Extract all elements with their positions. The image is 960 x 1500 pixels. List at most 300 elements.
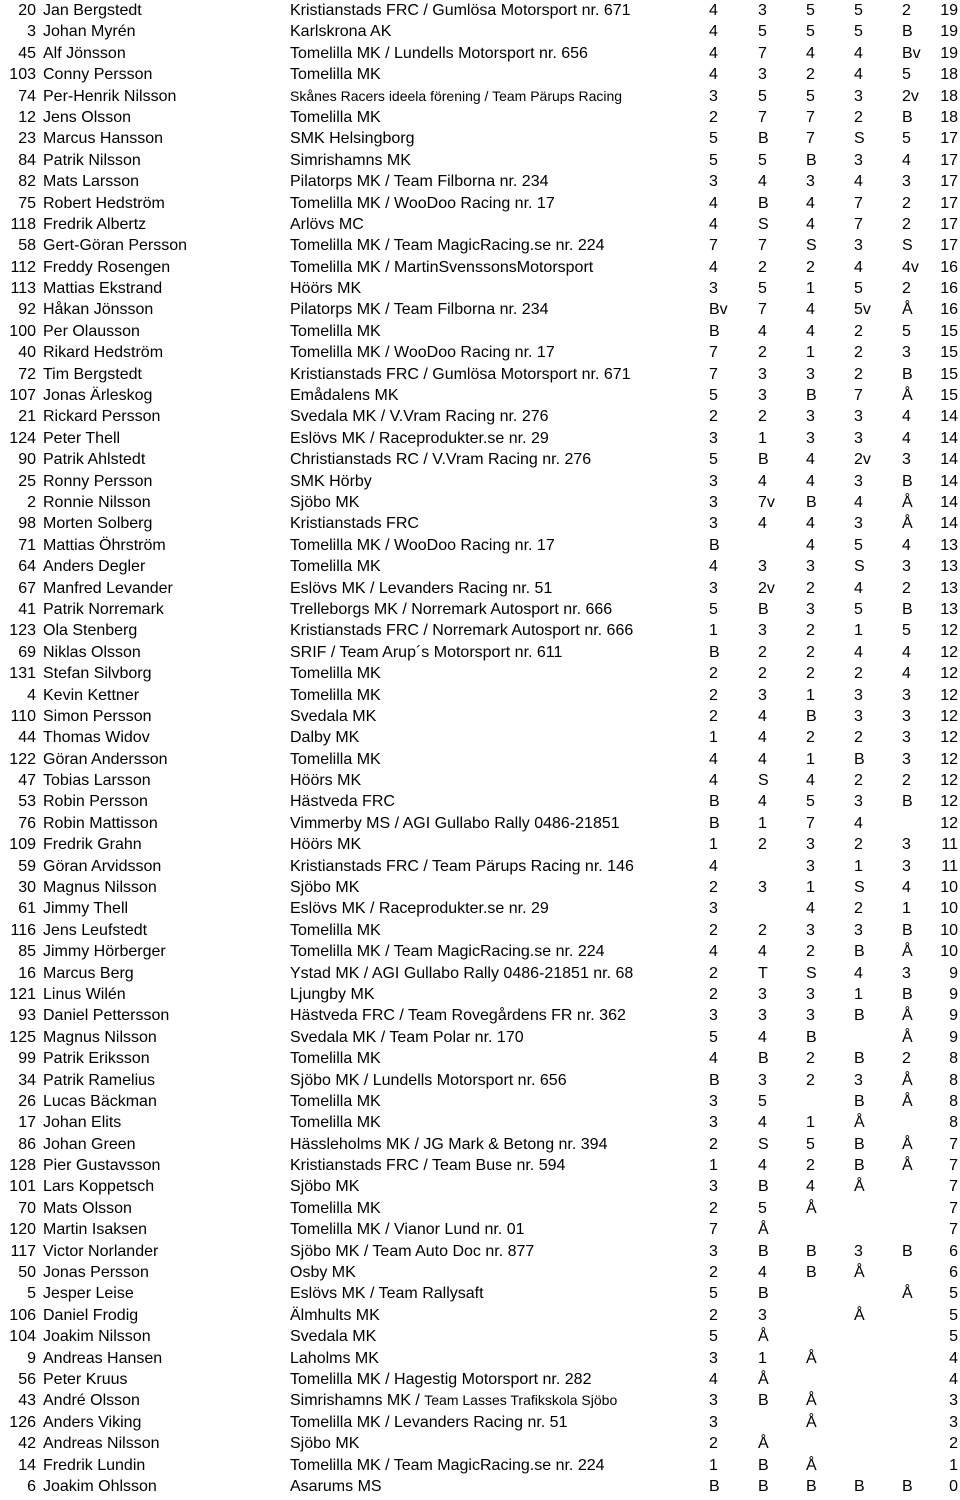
start-number: 121 [9,985,36,1003]
heat-1-result: B [709,814,720,832]
heat-1-result: 1 [709,836,718,854]
start-number: 14 [18,1456,36,1474]
start-number: 110 [10,707,36,725]
total-points: 4 [949,1371,958,1388]
total-points: 9 [949,964,958,982]
heat-4-result: 2v [854,451,871,469]
total-points: 12 [940,622,958,640]
heat-3-result: B [806,1264,817,1282]
heat-4-result: B [854,1477,865,1495]
heat-2-result: 2 [758,408,767,426]
table-row [0,128,960,149]
club-team: Sjöbo MK [290,493,360,511]
driver-name: Rikard Hedström [43,344,164,362]
driver-name: Kevin Kettner [43,686,140,704]
heat-5-result: 3 [902,857,911,875]
start-number: 123 [9,622,36,640]
heat-2-result: 5 [758,280,767,298]
total-points: 15 [940,322,958,340]
club-team: Emådalens MK [290,387,399,405]
heat-5-result: 2 [902,772,911,790]
total-points: 16 [940,301,958,319]
start-number: 69 [18,643,36,661]
table-row [0,1283,960,1304]
heat-1-result: B [709,793,720,811]
heat-3-result: 1 [806,344,815,362]
heat-3-result: 1 [806,280,815,298]
heat-4-result: Å [854,1178,865,1196]
total-points: 12 [940,772,958,790]
heat-2-result: 3 [758,622,767,640]
driver-name: Jonas Persson [43,1264,149,1282]
table-row [0,1027,960,1048]
heat-2-result: 4 [758,515,767,533]
heat-3-result: B [806,1477,817,1495]
heat-5-result: 3 [902,344,911,362]
club-team: Tomelilla MK [290,1199,381,1217]
total-points: 14 [940,451,958,469]
start-number: 58 [18,237,36,255]
heat-5-result: 2v [902,87,919,105]
table-row [0,235,960,256]
heat-5-result: 4 [902,408,911,426]
table-row [0,193,960,214]
heat-1-result: 4 [709,23,718,41]
heat-2-result: 5 [758,1199,767,1217]
heat-1-result: 5 [709,1328,718,1346]
start-number: 40 [18,344,36,362]
heat-4-result: B [854,1092,865,1110]
heat-5-result: Å [902,387,913,405]
table-row [0,257,960,278]
heat-2-result: 7 [758,237,767,255]
driver-name: Göran Arvidsson [43,857,162,875]
heat-2-result: S [758,772,769,790]
start-number: 92 [18,301,36,319]
table-row [0,1176,960,1197]
total-points: 15 [940,365,958,383]
heat-5-result: 2 [902,2,911,19]
total-points: 7 [949,1178,958,1196]
heat-3-result: 3 [806,836,815,854]
driver-name: Patrik Ramelius [43,1071,156,1089]
total-points: 13 [940,600,958,618]
table-row [0,278,960,299]
heat-1-result: 7 [709,365,718,383]
heat-2-result: 4 [758,1264,767,1282]
heat-1-result: 4 [709,215,718,233]
heat-3-result: 1 [806,879,815,897]
club-team: Kristianstads FRC / Gumlösa Motorsport nr. 671 [290,2,631,19]
driver-name: Joakim Ohlsson [43,1477,157,1495]
start-number: 72 [18,365,36,383]
table-row [0,791,960,812]
heat-5-result: Å [902,493,913,511]
driver-name: Niklas Olsson [43,643,141,661]
club-team: Tomelilla MK [290,66,381,84]
heat-3-result: 3 [806,600,815,618]
driver-name: Stefan Silvborg [43,665,152,683]
table-row [0,1048,960,1069]
heat-1-result: B [709,536,720,554]
heat-5-result: 2 [902,1050,911,1068]
driver-name: Patrik Nilsson [43,151,141,169]
total-points: 13 [940,536,958,554]
heat-4-result: 5 [854,536,863,554]
heat-3-result: 5 [806,2,815,19]
heat-5-result: 3 [902,707,911,725]
club-team: Tomelilla MK / MartinSvenssonsMotorsport [290,258,594,276]
heat-3-result: 7 [806,108,815,126]
heat-1-result: 2 [709,408,718,426]
table-row [0,1412,960,1433]
heat-5-result: B [902,1242,913,1260]
heat-2-result: 2v [758,579,775,597]
heat-3-result: B [806,707,817,725]
heat-1-result: 3 [709,1178,718,1196]
club-team: Ystad MK / AGI Gullabo Rally 0486-21851 nr. 68 [290,964,634,982]
table-row [0,43,960,64]
heat-4-result: 7 [854,387,863,405]
table-row [0,642,960,663]
driver-name: Andreas Nilsson [43,1435,160,1453]
driver-name: Ronnie Nilsson [43,493,151,511]
driver-name: Robin Persson [43,793,148,811]
driver-name: Jimmy Hörberger [43,943,166,961]
club-team: Sjöbo MK [290,1435,360,1453]
table-row [0,1476,960,1497]
heat-1-result: 4 [709,1371,718,1388]
heat-4-result: S [854,879,865,897]
heat-4-result: 2 [854,322,863,340]
driver-name: Tobias Larsson [43,772,151,790]
heat-2-result: Å [758,1435,769,1453]
table-row [0,620,960,641]
heat-5-result: Å [902,1071,913,1089]
total-points: 0 [949,1477,958,1495]
total-points: 5 [949,1306,958,1324]
heat-5-result: 3 [902,729,911,747]
club-team: Tomelilla MK [290,1092,381,1110]
total-points: 15 [940,387,958,405]
start-number: 5 [27,1285,36,1303]
heat-3-result: 2 [806,665,815,683]
heat-2-result: 4 [758,322,767,340]
driver-name: Per Olausson [43,322,140,340]
table-row [0,1390,960,1411]
heat-5-result: 2 [902,215,911,233]
heat-4-result: 3 [854,429,863,447]
heat-4-result: 3 [854,686,863,704]
start-number: 43 [18,1392,36,1410]
driver-name: Håkan Jönsson [43,301,154,319]
table-row [0,299,960,320]
driver-name: Rickard Persson [43,408,161,426]
driver-name: Martin Isaksen [43,1221,148,1239]
start-number: 71 [18,536,36,554]
table-row [0,1305,960,1326]
table-row [0,663,960,684]
start-number: 124 [9,429,36,447]
club-team: Hästveda FRC [290,793,395,811]
heat-3-result: 3 [806,921,815,939]
total-points: 2 [949,1435,958,1453]
start-number: 41 [18,600,36,618]
total-points: 8 [949,1114,958,1132]
heat-2-result: 4 [758,793,767,811]
heat-4-result: Å [854,1114,865,1132]
total-points: 17 [940,151,958,169]
heat-1-result: Bv [709,301,728,319]
start-number: 30 [18,879,36,897]
heat-2-result: B [758,1392,769,1410]
heat-3-result: 2 [806,1157,815,1175]
heat-4-result: 2 [854,772,863,790]
table-row [0,406,960,427]
heat-2-result: 5 [758,1092,767,1110]
heat-4-result: B [854,943,865,961]
table-row [0,1262,960,1283]
club-team: Svedala MK [290,1328,377,1346]
heat-1-result: 4 [709,772,718,790]
heat-3-result: B [806,387,817,405]
heat-3-result: 2 [806,579,815,597]
heat-5-result: 3 [902,964,911,982]
heat-2-result: B [758,600,769,618]
heat-4-result: 2 [854,665,863,683]
club-team: Osby MK [290,1264,356,1282]
heat-3-result: S [806,237,817,255]
start-number: 85 [18,943,36,961]
heat-4-result: 3 [854,515,863,533]
heat-1-result: 2 [709,921,718,939]
heat-1-result: 4 [709,194,718,212]
club-team: Tomelilla MK / Levanders Racing nr. 51 [290,1413,568,1431]
table-row [0,898,960,919]
heat-4-result: 3 [854,793,863,811]
club-team: Kristianstads FRC / Norremark Autosport nr. 666 [290,622,634,640]
heat-3-result: Å [806,1392,817,1410]
table-row [0,0,960,21]
heat-1-result: 4 [709,1050,718,1068]
heat-4-result: 3 [854,1242,863,1260]
club-team: Tomelilla MK / Team MagicRacing.se nr. 224 [290,1456,605,1474]
heat-1-result: 2 [709,1264,718,1282]
table-row [0,749,960,770]
club-team: Svedala MK / V.Vram Racing nr. 276 [290,408,549,426]
start-number: 59 [18,857,36,875]
heat-5-result: Å [902,943,913,961]
heat-5-result: 4v [902,258,919,276]
heat-3-result: 3 [806,857,815,875]
heat-4-result: 4 [854,44,863,62]
club-team: Ljungby MK [290,985,375,1003]
club-team: Arlövs MC [290,215,364,233]
heat-5-result: B [902,600,913,618]
start-number: 84 [18,151,36,169]
start-number: 106 [9,1306,36,1324]
driver-name: Lars Koppetsch [43,1178,155,1196]
start-number: 44 [18,729,36,747]
driver-name: Gert-Göran Persson [43,237,188,255]
table-row [0,578,960,599]
driver-name: Fredrik Albertz [43,215,147,233]
club-team: Skånes Racers ideela förening / Team Pärups Racing [290,87,623,104]
heat-4-result: Å [854,1264,865,1282]
driver-name: Ola Stenberg [43,622,138,640]
heat-2-result: 3 [758,66,767,84]
start-number: 21 [18,408,36,426]
club-team: Eslövs MK / Team Rallysaft [290,1285,484,1303]
driver-name: André Olsson [43,1392,140,1410]
heat-2-result: 3 [758,558,767,576]
heat-1-result: 3 [709,1114,718,1132]
heat-2-result: S [758,215,769,233]
heat-1-result: 5 [709,387,718,405]
total-points: 12 [940,750,958,768]
heat-2-result: B [758,1178,769,1196]
heat-3-result: 2 [806,943,815,961]
heat-4-result: 5 [854,23,863,41]
heat-5-result: S [902,237,913,255]
heat-5-result: Å [902,1157,913,1175]
start-number: 100 [9,322,36,340]
total-points: 9 [949,985,958,1003]
club-team: Svedala MK [290,707,377,725]
driver-name: Mattias Öhrström [43,536,166,554]
start-number: 34 [18,1071,36,1089]
heat-5-result: Å [902,1135,913,1153]
heat-1-result: 5 [709,451,718,469]
heat-1-result: 3 [709,1349,718,1367]
total-points: 7 [949,1157,958,1175]
heat-5-result: 2 [902,280,911,298]
heat-1-result: 4 [709,66,718,84]
total-points: 3 [949,1413,958,1431]
heat-2-result: 2 [758,665,767,683]
total-points: 3 [949,1392,958,1410]
heat-2-result: B [758,1456,769,1474]
table-row [0,107,960,128]
heat-3-result: 3 [806,429,815,447]
heat-3-result: 3 [806,173,815,191]
driver-name: Tim Bergstedt [43,365,142,383]
heat-5-result: 3 [902,451,911,469]
total-points: 17 [940,173,958,191]
club-team: Tomelilla MK / WooDoo Racing nr. 17 [290,194,555,212]
start-number: 99 [18,1050,36,1068]
total-points: 14 [940,408,958,426]
club-team: Sjöbo MK [290,879,360,897]
heat-4-result: 2 [854,108,863,126]
heat-1-result: 4 [709,2,718,19]
table-row [0,1112,960,1133]
start-number: 12 [18,108,36,126]
start-number: 42 [18,1435,36,1453]
club-team: Tomelilla MK / WooDoo Racing nr. 17 [290,344,555,362]
heat-4-result: Å [854,1306,865,1324]
heat-2-result: Å [758,1328,769,1346]
heat-3-result: Å [806,1456,817,1474]
heat-4-result: 4 [854,173,863,191]
driver-name: Jens Olsson [43,108,132,126]
heat-4-result: 3 [854,151,863,169]
heat-2-result: 4 [758,1114,767,1132]
heat-2-result: 3 [758,879,767,897]
heat-5-result: B [902,1477,913,1495]
total-points: 7 [949,1135,958,1153]
club-team: Christianstads RC / V.Vram Racing nr. 276 [290,451,592,469]
heat-5-result: 2 [902,579,911,597]
heat-1-result: 4 [709,258,718,276]
heat-5-result: 4 [902,429,911,447]
heat-3-result: 5 [806,23,815,41]
heat-2-result: 4 [758,173,767,191]
table-row [0,471,960,492]
heat-2-result: Å [758,1221,769,1239]
driver-name: Simon Persson [43,707,152,725]
heat-4-result: S [854,130,865,148]
heat-5-result: 4 [902,879,911,897]
heat-1-result: 5 [709,600,718,618]
table-row [0,920,960,941]
heat-1-result: 1 [709,729,718,747]
heat-3-result: Å [806,1413,817,1431]
club-team: Vimmerby MS / AGI Gullabo Rally 0486-21851 [290,814,620,832]
driver-name: Victor Norlander [43,1242,159,1260]
driver-name: Thomas Widov [43,729,150,747]
heat-1-result: 2 [709,707,718,725]
club-team: Simrishamns MK [290,151,411,169]
heat-3-result: 4 [806,215,815,233]
driver-name: Peter Thell [43,429,121,447]
heat-5-result: 3 [902,558,911,576]
club-team: Asarums MS [290,1477,382,1495]
start-number: 47 [18,772,36,790]
club-team: Tomelilla MK / WooDoo Racing nr. 17 [290,536,555,554]
heat-2-result: 4 [758,750,767,768]
driver-name: Göran Andersson [43,750,168,768]
heat-2-result: 5 [758,151,767,169]
heat-1-result: 2 [709,879,718,897]
heat-2-result: 7v [758,493,775,511]
heat-1-result: 3 [709,173,718,191]
club-team: Tomelilla MK / Vianor Lund nr. 01 [290,1221,525,1239]
heat-4-result: 5v [854,301,871,319]
total-points: 10 [940,921,958,939]
start-number: 20 [18,2,36,19]
club-team: Tomelilla MK [290,665,381,683]
club-team: Kristianstads FRC / Team Pärups Racing nr. 146 [290,857,634,875]
total-points: 19 [940,2,958,19]
heat-3-result: 3 [806,985,815,1003]
start-number: 67 [18,579,36,597]
heat-1-result: 3 [709,1413,718,1431]
start-number: 131 [9,665,36,683]
heat-5-result: Å [902,301,913,319]
heat-4-result: 5 [854,600,863,618]
start-number: 23 [18,130,36,148]
heat-1-result: 2 [709,108,718,126]
heat-5-result: 3 [902,173,911,191]
heat-2-result: 3 [758,1007,767,1025]
driver-name: Alf Jönsson [43,44,126,62]
start-number: 122 [9,750,36,768]
heat-3-result: 4 [806,472,815,490]
club-team: Eslövs MK / Raceprodukter.se nr. 29 [290,429,549,447]
heat-2-result: 7 [758,44,767,62]
total-points: 11 [941,836,958,854]
